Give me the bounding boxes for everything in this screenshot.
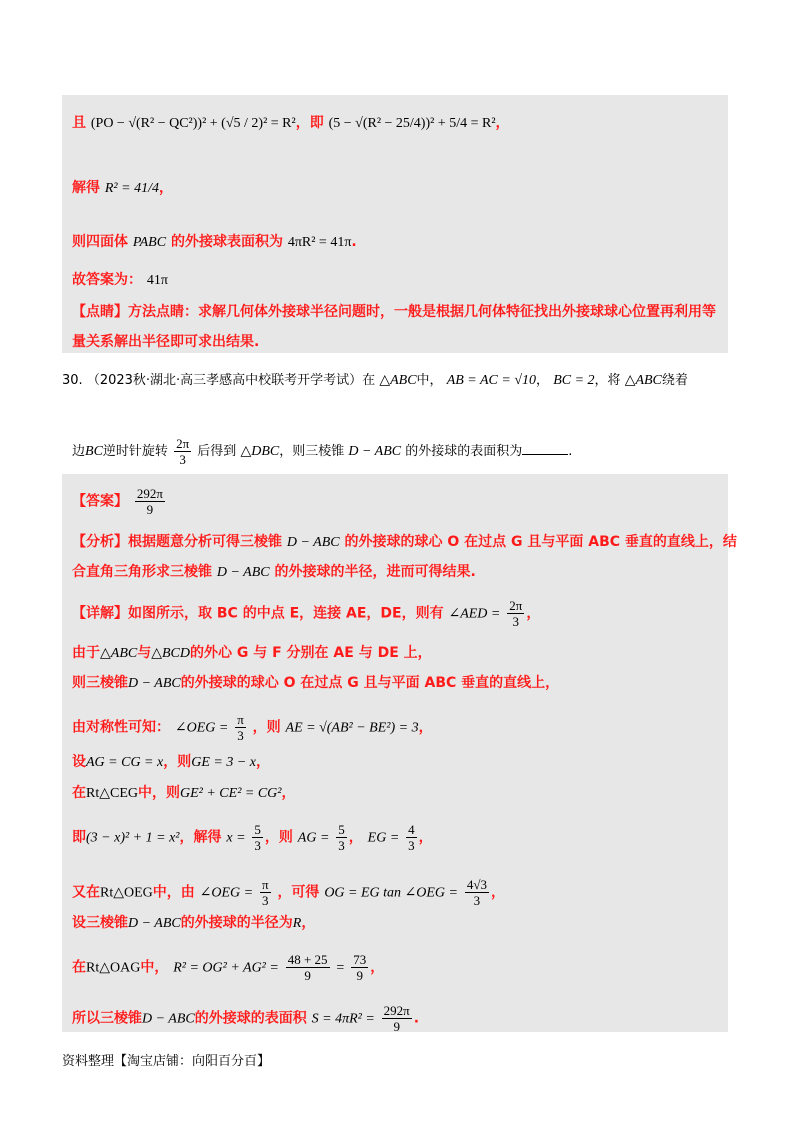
fraction: $\frac{2\pi}{3}$ [509, 598, 523, 629]
solution-line-1: 且 (PO − √(R² − QC²))² + (√5 / 2)² = R²，即 (5 − √(R² − 25/4))² + 5/4 = R²， [72, 115, 510, 131]
question-number: 30. [62, 373, 83, 388]
answer-value: 41π [146, 273, 168, 288]
fraction: $\frac{73}{9}$ [353, 952, 367, 983]
answer-fraction: $\frac{292\pi}{9}$ [136, 486, 163, 517]
fraction: $\frac{292\pi}{9}$ [383, 1003, 410, 1034]
detail-line-6: 在Rt△CEG中，则GE² + CE² = CG²， [72, 785, 296, 801]
detail-line-10: 在Rt△OAG中， R² = OG² + AG² = $\frac{48 + 25}{9}$ = $\frac{73}{9}$ ， [72, 952, 385, 983]
fraction: $\frac{48 + 25}{9}$ [287, 952, 328, 983]
tip-line-2: 量关系解出半径即可求出结果. [72, 334, 260, 350]
question-line-2: 边BC逆时针旋转 $\frac{2\pi}{3}$ 后得到 △DBC，则三棱锥 D − ABC 的外接球的表面积为 . [72, 436, 573, 467]
tip-line-1: 【点睛】方法点睛：求解几何体外接球半径问题时，一般是根据几何体特征找出外接球球心位置再利用等 [72, 304, 716, 320]
fraction: $\frac{\pi}{3}$ [261, 877, 269, 908]
answer-label: 【答案】 [72, 493, 128, 510]
solution-line-3: 则四面体 PABC 的外接球表面积为 4πR² = 41π. [72, 234, 357, 250]
detail-line-8: 又在Rt△OEG中，由 ∠OEG = $\frac{\pi}{3}$ ，可得 OG = EG tan ∠OEG = $\frac{4√3}{3}$ ， [72, 877, 505, 908]
fraction: $\frac{5}{3}$ [254, 822, 261, 853]
fraction: $\frac{2\pi}{3}$ [176, 436, 190, 467]
fraction: $\frac{4}{3}$ [408, 822, 415, 853]
detail-line-11: 所以三棱锥D − ABC的外接球的表面积 S = 4πR² = $\frac{292\pi}{9}$ . [72, 1003, 420, 1034]
analysis-line-2: 合直角三角形求三棱锥 D − ABC 的外接球的半径，进而可得结果. [72, 564, 476, 580]
detail-line-5: 设AG = CG = x，则GE = 3 − x， [72, 754, 270, 770]
equation: (PO − √(R² − QC²))² + (√5 / 2)² = R² [90, 116, 296, 131]
equation: 4πR² = 41π [287, 235, 352, 250]
detail-line-4: 由对称性可知： ∠OEG = $\frac{\pi}{3}$ ，则 AE = √(AB² − BE²) = 3， [72, 712, 433, 743]
answer-line [72, 486, 167, 517]
detail-line-7: 即(3 − x)² + 1 = x²，解得 x = $\frac{5}{3}$ ，则 AG = $\frac{5}{3}$ ， EG = $\frac{4}{3}$ ， [72, 822, 433, 853]
solution-line-4: 故答案为： 41π [72, 272, 168, 288]
math-inline: PABC [132, 235, 167, 250]
page-footer: 资料整理【淘宝店铺：向阳百分百】 [62, 1054, 271, 1069]
question-source: （2023秋·湖北·高三孝感高中校联考开学考试）在 [86, 373, 376, 388]
detail-line-9: 设三棱锥D − ABC的外接球的半径为R， [72, 915, 316, 931]
fraction: $\frac{4√3}{3}$ [466, 877, 487, 908]
question-line-1: 30. （2023秋·湖北·高三孝感高中校联考开学考试）在 △ABC中， AB = AC = √10， BC = 2，将 △ABC绕着 [62, 373, 688, 388]
equation: (5 − √(R² − 25/4))² + 5/4 = R² [328, 116, 496, 131]
detail-line-1: 【详解】如图所示，取 BC 的中点 E，连接 AE，DE，则有 ∠AED = $\frac{2\pi}{3}$ ， [72, 598, 541, 629]
answer-blank [522, 440, 568, 455]
fraction: $\frac{\pi}{3}$ [237, 712, 244, 743]
analysis-line-1: 【分析】根据题意分析可得三棱锥 D − ABC 的外接球的球心 O 在过点 G 且与平面 ABC 垂直的直线上，结 [72, 534, 737, 550]
equation: R² = 41/4 [104, 181, 159, 196]
solution-line-2: 解得 R² = 41/4， [72, 180, 173, 196]
fraction: $\frac{5}{3}$ [338, 822, 345, 853]
detail-line-3: 则三棱锥D − ABC的外接球的球心 O 在过点 G 且与平面 ABC 垂直的直线上， [72, 675, 560, 691]
detail-line-2: 由于△ABC与△BCD的外心 G 与 F 分别在 AE 与 DE 上， [72, 645, 432, 661]
